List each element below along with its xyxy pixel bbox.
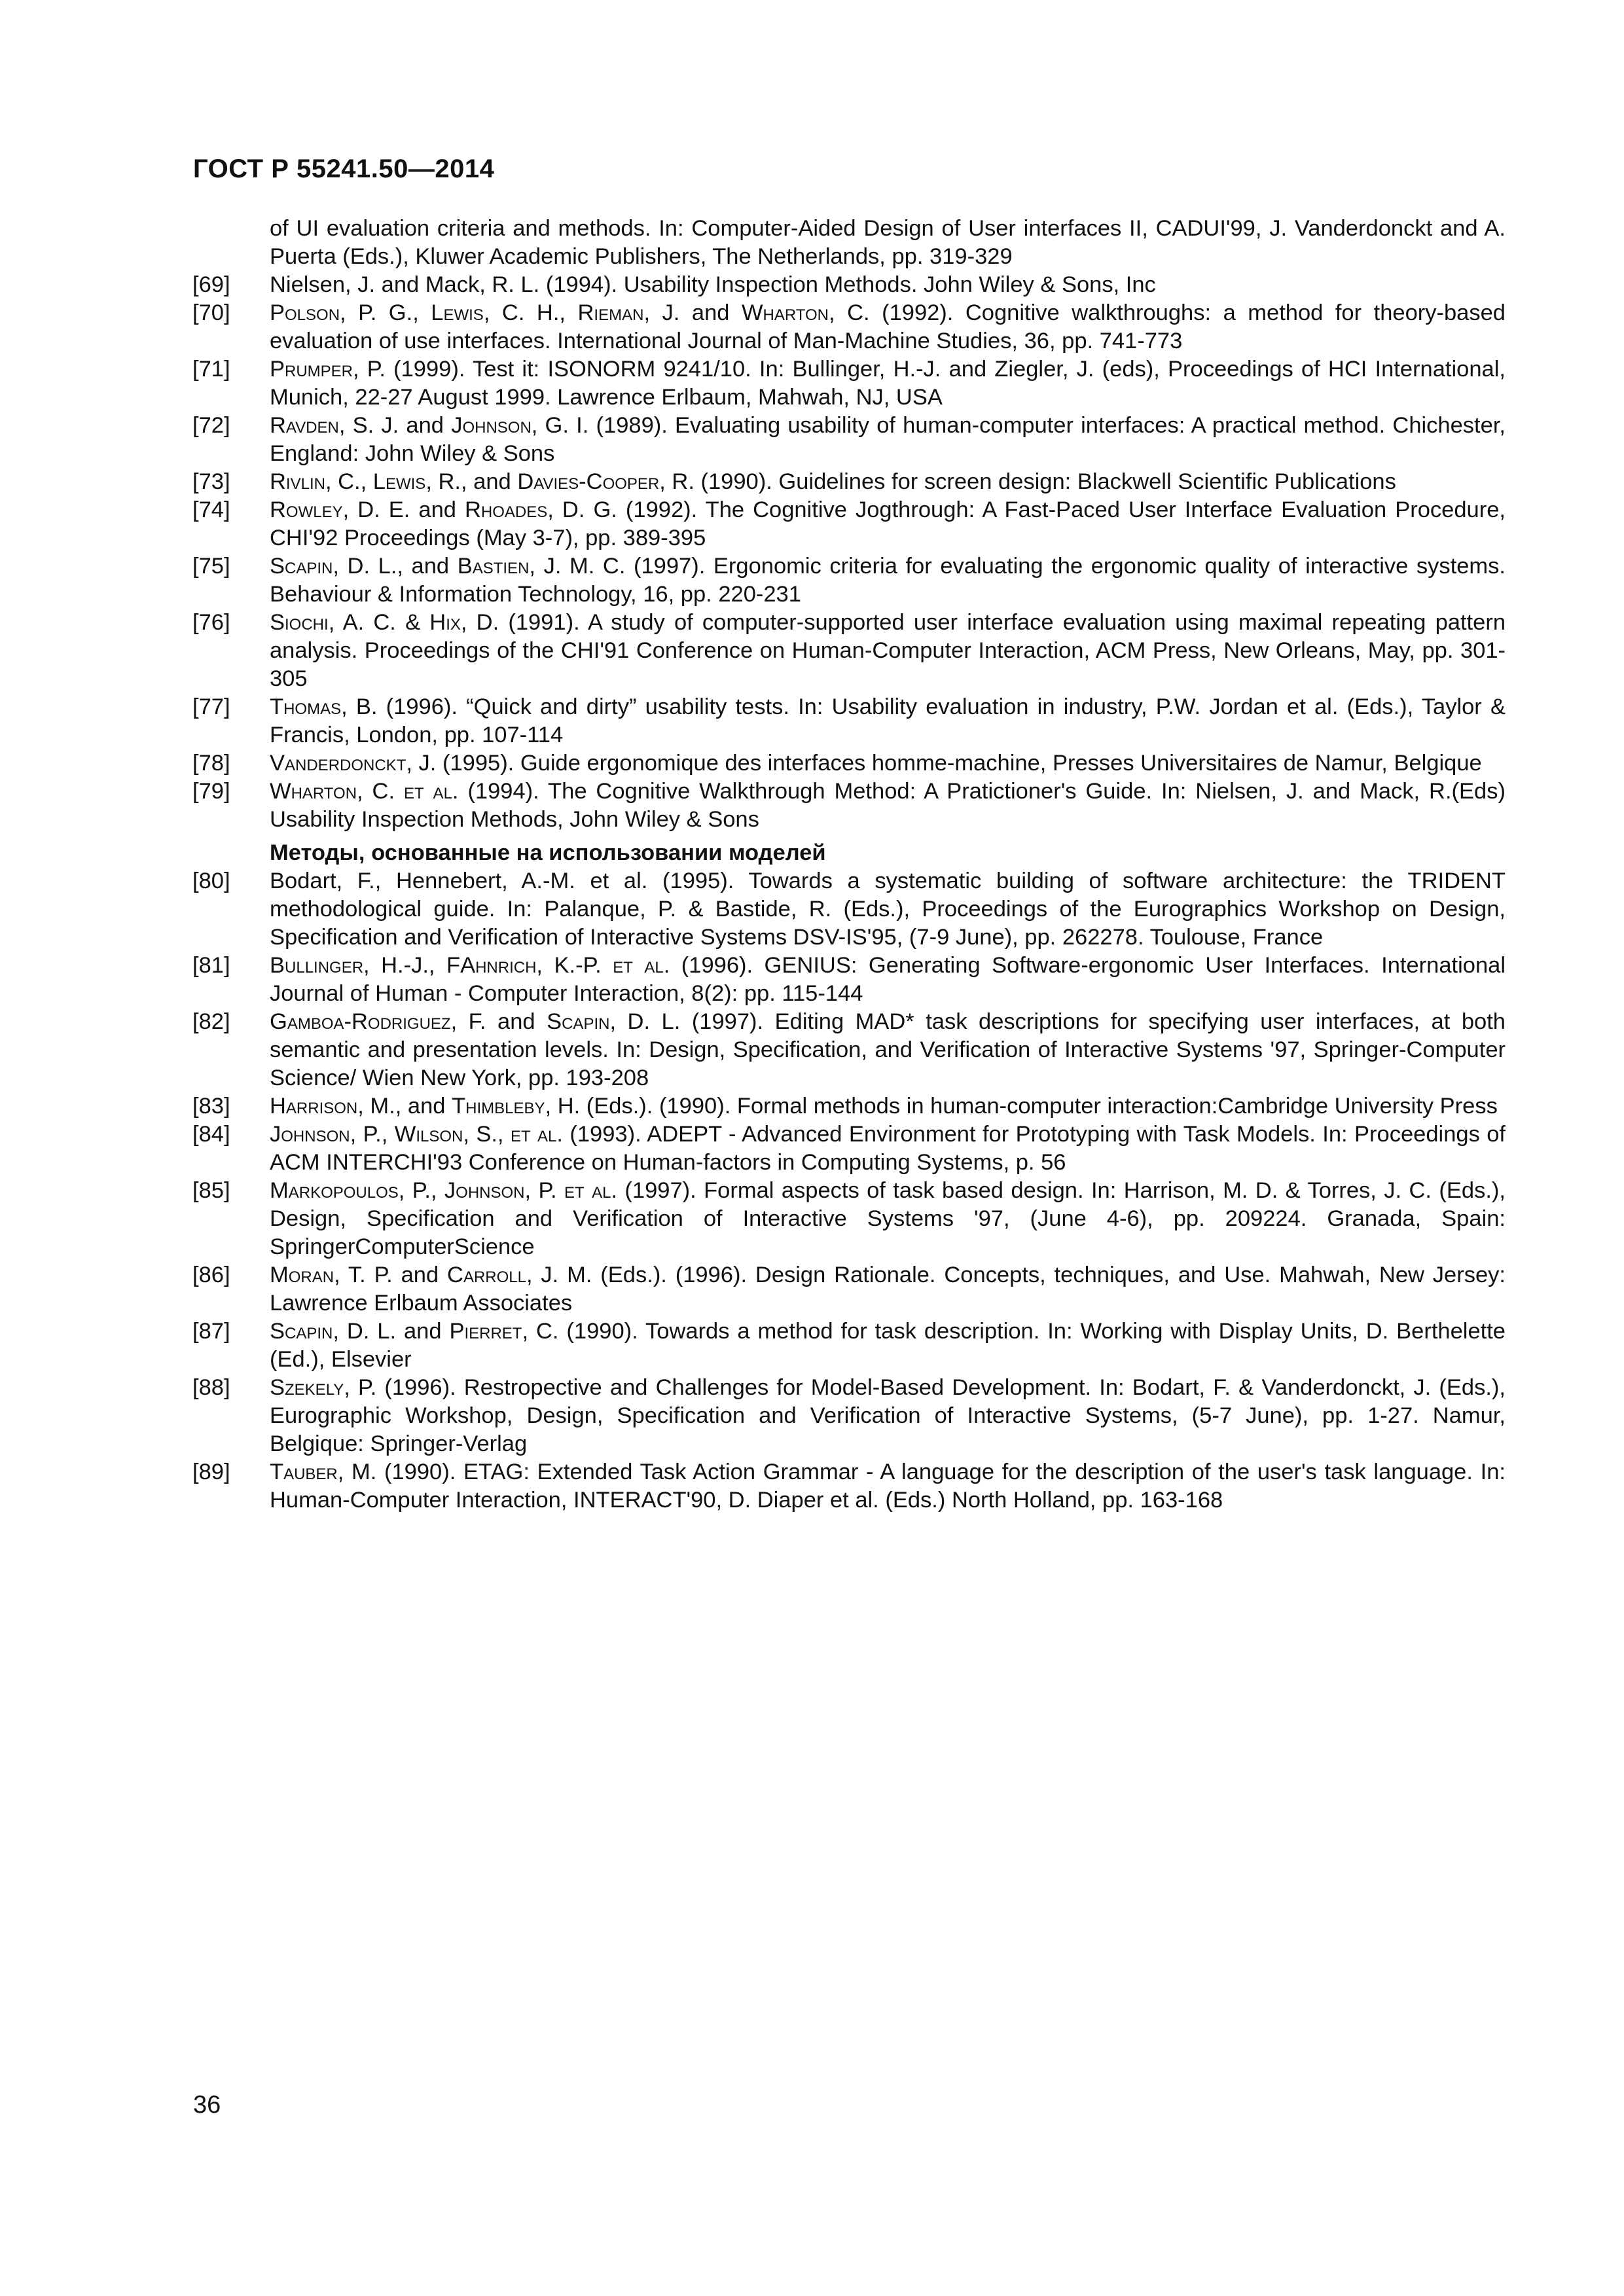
reference-text: , M. (1990). ETAG: Extended Task Action Grammar - A language for the description of the user's task language. In: Human-Computer Interaction, INTERACT'90, D. Diaper et al. (Eds.) North Holland, pp. 163-168: [270, 1460, 1506, 1513]
reference-author-name: Siochi: [270, 610, 329, 635]
reference-entry: [190, 1458, 1506, 1515]
reference-entry: [190, 749, 1506, 778]
reference-author-name: Hix: [429, 610, 461, 635]
reference-text: , P. G.,: [340, 300, 431, 325]
reference-text: , D. E. and: [342, 497, 465, 522]
reference-text: , S.,: [463, 1122, 511, 1147]
reference-entry: [190, 1008, 1506, 1092]
reference-text: , S. J. and: [338, 413, 452, 438]
reference-entry: [190, 1092, 1506, 1121]
reference-text: , C.: [357, 779, 404, 804]
reference-text: , P.,: [350, 1122, 395, 1147]
reference-text: , D. L. (1997). Editing MAD* task descriptions for specifying user interfaces, at both semantic and presentation levels. In: Design, Specification, and Verification of Interactive Systems '97, Springer-Computer Science/ Wien New York, pp. 193-208: [270, 1009, 1506, 1090]
reference-author-name: Wharton: [741, 300, 829, 325]
reference-entry: [190, 1177, 1506, 1261]
reference-text: , J. and: [643, 300, 742, 325]
reference-number: [86]: [192, 1263, 230, 1287]
reference-text: , D. G. (1992). The Cognitive Jogthrough: A Fast-Paced User Interface Evaluation Procedure, CHI'92 Proceedings (May 3-7), pp. 389-395: [270, 497, 1506, 550]
reference-text: Nielsen, J. and Mack, R. L. (1994). Usability Inspection Methods. John Wiley & Sons, Inc: [270, 272, 1156, 297]
reference-text: , G. I. (1989). Evaluating usability of human-computer interfaces: A practical method. Chichester, England: John Wiley & Sons: [270, 413, 1506, 466]
reference-author-name: Moran: [270, 1263, 334, 1287]
reference-text: , P. (1999). Test it: ISONORM 9241/10. In: Bullinger, H.-J. and Ziegler, J. (eds), Proceedings of HCI International, Munich, 22-27 August 1999. Lawrence Erlbaum, Mahwah, NJ, USA: [270, 357, 1506, 410]
reference-text: Bodart, F., Hennebert, A.-M. et al. (1995). Towards a systematic building of software architecture: the TRIDENT methodological guide. In: Palanque, P. & Bastide, R. (Eds.), Proceedings of the Eurographics Workshop on Design, Specification and Verification of Interactive Systems DSV-IS'95, (7-9 June), pp. 262278. Toulouse, France: [270, 869, 1506, 950]
reference-number: [87]: [192, 1319, 230, 1344]
reference-text: , C. (1992). Cognitive walkthroughs: a method for theory-based evaluation of use interfaces. International Journal of Man-Machine Studies, 36, pp. 741-773: [270, 300, 1506, 353]
reference-author-name: Vanderdonckt: [270, 751, 406, 776]
reference-number: [77]: [192, 694, 230, 719]
document-id-header: ГОСТ Р 55241.50—2014: [193, 154, 495, 183]
reference-author-name: Bullinger: [270, 953, 364, 978]
reference-text: , D. L., and: [333, 554, 458, 579]
reference-author-name: Pierret: [449, 1319, 522, 1344]
section-heading-model-based-methods: Методы, основанные на использовании моделей: [270, 840, 826, 865]
reference-text: , J. M. C. (1997). Ergonomic criteria for evaluating the ergonomic quality of interactive systems. Behaviour & Information Technology, 16, pp. 220-231: [270, 554, 1506, 607]
reference-number: [73]: [192, 469, 230, 494]
reference-text: , P.,: [398, 1178, 444, 1203]
reference-author-name: Davies-Cooper: [517, 469, 660, 494]
reference-number: [79]: [192, 779, 230, 804]
reference-author-name: Johnson: [444, 1178, 525, 1203]
reference-author-name: Rivlin: [270, 469, 325, 494]
reference-text: , H.-J., F: [363, 953, 461, 978]
reference-text: , B. (1996). “Quick and dirty” usability tests. In: Usability evaluation in industry, P.W. Jordan et al. (Eds.), Taylor & Francis, London, pp. 107-114: [270, 694, 1506, 747]
reference-text: , C. H.,: [483, 300, 578, 325]
reference-number: [83]: [192, 1094, 230, 1119]
reference-text: (1996). GENIUS: Generating Software-ergonomic User Interfaces. International Journal of Human - Computer Interaction, 8(2): pp. 115-144: [270, 953, 1506, 1006]
reference-text: , C. (1990). Towards a method for task description. In: Working with Display Units, D. Berthelette (Ed.), Elsevier: [270, 1319, 1506, 1372]
reference-number: [71]: [192, 357, 230, 382]
reference-number: [88]: [192, 1375, 230, 1400]
reference-author-name: Prumper: [270, 357, 353, 382]
reference-author-name: Scapin: [270, 1319, 333, 1344]
reference-author-name: Scapin: [547, 1009, 610, 1034]
reference-text: , P. (1996). Restropective and Challenges for Model-Based Development. In: Bodart, F. & Vanderdonckt, J. (Eds.), Eurographic Workshop, Design, Specification and Verification of Interactive Systems, (5-7 June), pp. 1-27. Namur, Belgique: Springer-Verlag: [270, 1375, 1506, 1456]
reference-text: , C.,: [325, 469, 373, 494]
reference-author-name: Ahnrich: [460, 953, 537, 978]
reference-number: [80]: [192, 869, 230, 893]
reference-entry: [190, 271, 1506, 299]
reference-text: , M., and: [357, 1094, 452, 1119]
reference-author-name: Thomas: [270, 694, 342, 719]
reference-entry: [190, 1318, 1506, 1374]
reference-text: (1994). The Cognitive Walkthrough Method: A Pratictioner's Guide. In: Nielsen, J. and Mack, R.(Eds) Usability Inspection Methods, John Wiley & Sons: [270, 779, 1506, 832]
reference-author-name: Markopoulos: [270, 1178, 399, 1203]
reference-text: , R., and: [425, 469, 518, 494]
reference-entry: [190, 609, 1506, 693]
reference-list: [190, 215, 1506, 1515]
reference-author-name: Wilson: [394, 1122, 463, 1147]
reference-entry: [190, 215, 1506, 271]
reference-author-name: et al.: [510, 1122, 563, 1147]
reference-text: (1997). Formal aspects of task based design. In: Harrison, M. D. & Torres, J. C. (Eds.), Design, Specification and Verification of Interactive Systems '97, (June 4-6), pp. 209224. Granada, Spain: SpringerComputerScience: [270, 1178, 1506, 1259]
reference-number: [74]: [192, 497, 230, 522]
page-number: 36: [193, 2091, 221, 2119]
reference-author-name: Szekely: [270, 1375, 344, 1400]
reference-number: [85]: [192, 1178, 230, 1203]
reference-author-name: et al.: [403, 779, 459, 804]
reference-number: [82]: [192, 1009, 230, 1034]
reference-author-name: Bastien: [457, 554, 530, 579]
reference-entry: [190, 299, 1506, 355]
reference-author-name: Gamboa-Rodriguez: [270, 1009, 451, 1034]
reference-entry: [190, 952, 1506, 1008]
reference-text: , D. (1991). A study of computer-supported user interface evaluation using maximal repeating pattern analysis. Proceedings of the CHI'91 Conference on Human-Computer Interaction, ACM Press, New Orleans, May, pp. 301-305: [270, 610, 1506, 691]
reference-entry: [190, 867, 1506, 952]
reference-author-name: Carroll: [447, 1263, 526, 1287]
reference-text: of UI evaluation criteria and methods. In: Computer-Aided Design of User interfaces II, CADUI'99, J. Vanderdonckt and A. Puerta (Eds.), Kluwer Academic Publishers, The Netherlands, pp. 319-329: [270, 216, 1506, 269]
reference-author-name: Rowley: [270, 497, 343, 522]
reference-number: [81]: [192, 953, 230, 978]
reference-author-name: Lewis: [431, 300, 484, 325]
reference-author-name: Thimbleby: [452, 1094, 545, 1119]
reference-author-name: Tauber: [270, 1460, 338, 1484]
reference-author-name: Harrison: [270, 1094, 358, 1119]
reference-entry: [190, 412, 1506, 468]
reference-author-name: Ravden: [270, 413, 339, 438]
reference-group-after: [190, 867, 1506, 1515]
reference-number: [76]: [192, 610, 230, 635]
reference-author-name: Polson: [270, 300, 340, 325]
reference-text: , P.: [524, 1178, 565, 1203]
reference-number: [84]: [192, 1122, 230, 1147]
reference-entry: [190, 552, 1506, 609]
reference-entry: [190, 1261, 1506, 1318]
reference-text: , A. C. &: [328, 610, 430, 635]
reference-text: , T. P. and: [334, 1263, 448, 1287]
reference-text: , F. and: [450, 1009, 547, 1034]
reference-group-before: [190, 215, 1506, 834]
reference-text: (1993). ADEPT - Advanced Environment for Prototyping with Task Models. In: Proceedings of ACM INTERCHI'93 Conference on Human-factors in Computing Systems, p. 56: [270, 1122, 1506, 1175]
reference-text: , K.-P.: [536, 953, 613, 978]
reference-author-name: Rhoades: [465, 497, 548, 522]
reference-author-name: Lewis: [372, 469, 426, 494]
reference-entry: [190, 693, 1506, 749]
reference-author-name: Johnson: [270, 1122, 350, 1147]
reference-text: , H. (Eds.). (1990). Formal methods in human-computer interaction:Cambridge University Press: [545, 1094, 1498, 1119]
reference-text: , R. (1990). Guidelines for screen design: Blackwell Scientific Publications: [659, 469, 1396, 494]
reference-text: , J. (1995). Guide ergonomique des interfaces homme-machine, Presses Universitaires de Namur, Belgique: [406, 751, 1482, 776]
reference-author-name: Scapin: [270, 554, 333, 579]
reference-entry: [190, 355, 1506, 412]
reference-number: [69]: [192, 272, 230, 297]
reference-entry: [190, 778, 1506, 834]
reference-number: [72]: [192, 413, 230, 438]
reference-number: [70]: [192, 300, 230, 325]
reference-number: [89]: [192, 1460, 230, 1484]
reference-author-name: et al.: [613, 953, 670, 978]
reference-entry: [190, 1374, 1506, 1458]
reference-author-name: Rieman: [577, 300, 644, 325]
reference-entry: [190, 1121, 1506, 1177]
reference-entry: [190, 496, 1506, 552]
reference-number: [75]: [192, 554, 230, 579]
reference-author-name: Johnson: [451, 413, 532, 438]
reference-entry: [190, 468, 1506, 496]
reference-author-name: et al.: [564, 1178, 618, 1203]
reference-text: , J. M. (Eds.). (1996). Design Rationale. Concepts, techniques, and Use. Mahwah, New Jersey: Lawrence Erlbaum Associates: [270, 1263, 1506, 1316]
reference-author-name: Wharton: [270, 779, 357, 804]
reference-number: [78]: [192, 751, 230, 776]
reference-text: , D. L. and: [333, 1319, 450, 1344]
